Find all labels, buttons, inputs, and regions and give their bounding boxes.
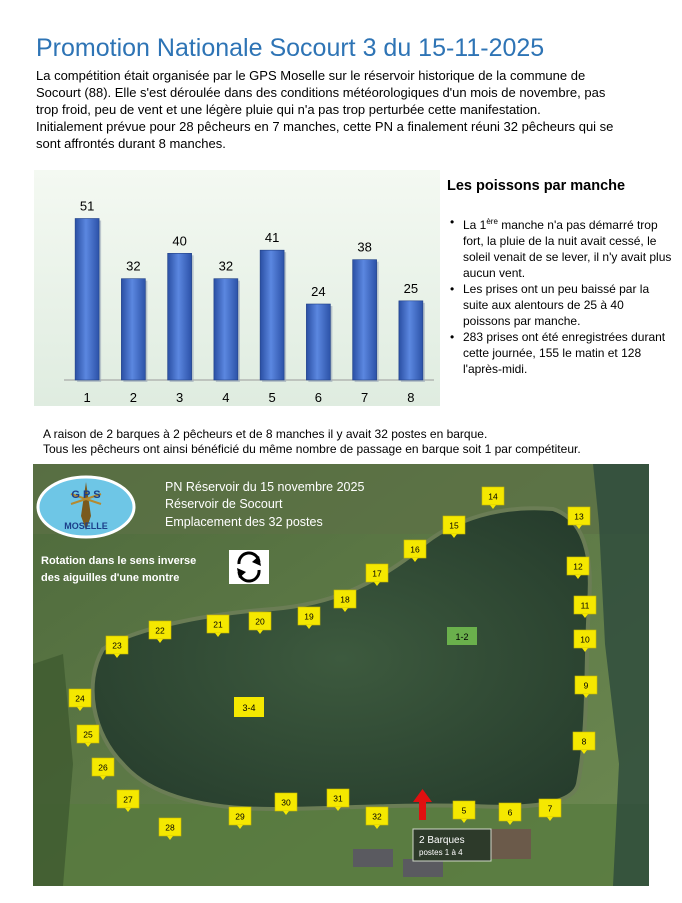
post-number: 29 <box>235 811 245 822</box>
post-number: 6 <box>507 807 513 818</box>
post-number: 9 <box>583 680 589 691</box>
building <box>491 829 531 859</box>
svg-text:des aiguilles d'une montre: des aiguilles d'une montre <box>41 572 180 584</box>
side-bullet-list <box>448 214 673 377</box>
post-number: 32 <box>372 811 382 822</box>
x-tick-label: 7 <box>361 390 369 405</box>
post-number: 26 <box>98 762 108 773</box>
post-number: 11 <box>580 600 590 611</box>
svg-text:1-2: 1-2 <box>455 632 469 642</box>
post-number: 19 <box>304 611 314 622</box>
intro-line: Socourt (88). Elle s'est déroulée dans des conditions météorologiques d'un mois de novembre, pas <box>36 85 606 100</box>
post-number: 14 <box>488 491 498 502</box>
bar <box>306 304 330 380</box>
svg-text:MOSELLE: MOSELLE <box>64 521 108 531</box>
bar <box>399 301 423 380</box>
svg-text:Rotation dans le sens inverse: Rotation dans le sens inverse <box>41 555 197 567</box>
post-number: 18 <box>340 594 350 605</box>
bar <box>75 219 99 381</box>
bar-value-label: 38 <box>357 239 372 255</box>
boats-note <box>43 427 581 457</box>
bar <box>214 279 238 380</box>
building <box>353 849 393 867</box>
svg-text:postes 1 à 4: postes 1 à 4 <box>419 848 463 857</box>
post-number: 15 <box>449 520 459 531</box>
post-number: 10 <box>580 634 590 645</box>
svg-text:G P S: G P S <box>71 489 101 501</box>
post-number: 30 <box>281 797 291 808</box>
svg-text:3-4: 3-4 <box>242 703 256 713</box>
post-number: 7 <box>547 803 553 814</box>
post-number: 22 <box>155 625 165 636</box>
bar-value-label: 41 <box>264 230 280 246</box>
intro-line: sont affrontés durant 8 manches. <box>36 136 226 151</box>
post-number: 5 <box>461 805 467 816</box>
post-number: 16 <box>410 544 420 555</box>
bar-value-label: 24 <box>311 284 326 299</box>
post-number: 17 <box>372 568 382 579</box>
bar <box>121 279 145 380</box>
post-number: 27 <box>123 794 133 805</box>
post-number: 12 <box>573 561 583 572</box>
post-number: 28 <box>165 822 175 833</box>
intro-line: trop froid, peu de vent et une légère pluie qui n'a pas trop perturbée cette manifestation. <box>36 102 541 117</box>
x-tick-label: 4 <box>222 390 230 405</box>
x-tick-label: 8 <box>407 390 415 405</box>
boat-zone-3-4 <box>234 697 264 717</box>
intro-line: Initialement prévue pour 28 pêcheurs en 7 manches, cette PN a finalement réuni 32 pêcheurs qui se <box>36 119 614 134</box>
post-number: 13 <box>574 511 584 522</box>
x-tick-label: 3 <box>176 390 184 405</box>
post-number: 31 <box>333 793 343 804</box>
intro-paragraph <box>36 67 646 152</box>
bar-value-label: 25 <box>403 280 419 296</box>
boat-zone-1-2 <box>447 627 477 645</box>
bar-value-label: 32 <box>126 258 141 274</box>
post-number: 21 <box>213 619 223 630</box>
boats-label <box>413 829 491 861</box>
side-title: Les poissons par manche <box>447 178 626 194</box>
x-tick-label: 1 <box>83 390 91 405</box>
side-bullet: • 283 prises ont été enregistrées durant cette journée, 155 le matin et 128 l'après-midi. <box>448 329 673 377</box>
post-number: 25 <box>83 729 93 740</box>
boats-note-line: Tous les pêcheurs ont ainsi bénéficié du même nombre de passage en barque soit 1 par compétiteur. <box>43 442 581 456</box>
side-bullet: • La 1ère manche n'a pas démarré trop fort, la pluie de la nuit avait cessé, le soleil venait de se lever, il n'y avait plus aucun vent. <box>448 214 673 281</box>
post-number: 24 <box>75 693 85 704</box>
svg-text:PN Réservoir du 15 novembre 20: PN Réservoir du 15 novembre 2025 <box>165 480 365 494</box>
boats-note-line: A raison de 2 barques à 2 pêcheurs et de 8 manches il y avait 32 postes en barque. <box>43 427 488 441</box>
x-tick-label: 6 <box>314 390 322 405</box>
bar-value-label: 51 <box>79 198 95 214</box>
x-tick-label: 5 <box>268 390 276 405</box>
reservoir-map <box>33 464 649 886</box>
svg-text:Réservoir de Socourt: Réservoir de Socourt <box>165 497 283 511</box>
side-bullet: • Les prises ont un peu baissé par la suite aux alentours de 25 à 40 poissons par manche. <box>448 281 673 329</box>
bar <box>168 253 192 380</box>
page-title: Promotion Nationale Socourt 3 du 15-11-2025 <box>36 34 545 62</box>
x-tick-label: 2 <box>129 390 137 405</box>
post-number: 8 <box>581 736 587 747</box>
svg-text:Emplacement des 32 postes: Emplacement des 32 postes <box>165 515 323 529</box>
rotate-arrows-icon <box>229 550 269 584</box>
bar <box>353 260 377 380</box>
post-number: 20 <box>255 616 265 627</box>
bar <box>260 250 284 380</box>
intro-line: La compétition était organisée par le GPS Moselle sur le réservoir historique de la commune de <box>36 68 586 83</box>
bar-value-label: 32 <box>218 258 234 274</box>
post-number: 23 <box>112 640 122 651</box>
fish-per-round-chart <box>34 170 440 406</box>
building <box>403 859 443 877</box>
bar-value-label: 40 <box>172 233 187 249</box>
gps-moselle-logo <box>38 477 134 537</box>
svg-text:2 Barques: 2 Barques <box>419 835 465 846</box>
